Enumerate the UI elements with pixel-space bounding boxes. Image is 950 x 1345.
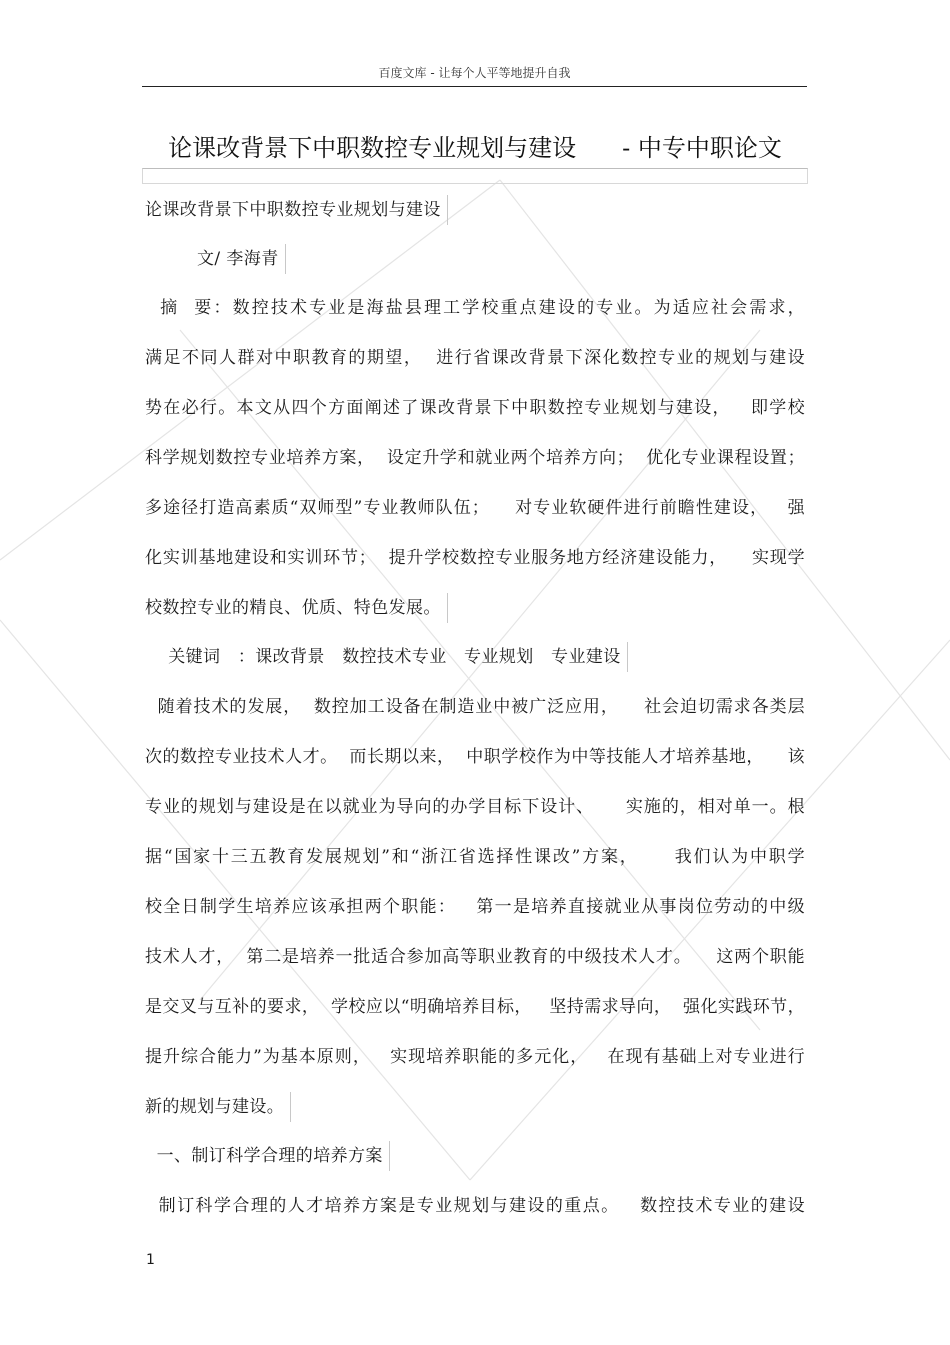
page-header: 百度文库 - 让每个人平等地提升自我 bbox=[378, 66, 571, 80]
title-frame bbox=[142, 168, 808, 184]
body-line-5: 校全日制学生培养应该承担两个职能： 第一是培养直接就业从事岗位劳动的中级 bbox=[145, 897, 805, 917]
abstract-line-4: 科学规划数控专业培养方案， 设定升学和就业两个培养方向； 优化专业课程设置； bbox=[145, 448, 805, 468]
abstract-line-6: 化实训基地建设和实训环节； 提升学校数控专业服务地方经济建设能力， 实现学 bbox=[145, 548, 805, 568]
body-line-4: 据“国家十三五教育发展规划”和“浙江省选择性课改”方案， 我们认为中职学 bbox=[145, 847, 805, 867]
body-line-3: 专业的规划与建设是在以就业为导向的办学目标下设计、 实施的，相对单一。根 bbox=[145, 797, 805, 817]
header-rule bbox=[142, 86, 807, 87]
keywords-line: 关键词 ：课改背景 数控技术专业 专业规划 专业建设 bbox=[145, 642, 628, 672]
body-line-9: 新的规划与建设。 bbox=[145, 1092, 291, 1122]
abstract-line-1: 摘 要：数控技术专业是海盐县理工学校重点建设的专业。为适应社会需求， bbox=[145, 298, 805, 318]
body-line-8: 提升综合能力”为基本原则， 实现培养职能的多元化， 在现有基础上对专业进行 bbox=[145, 1047, 805, 1067]
section-first-line: 制订科学合理的人才培养方案是专业规划与建设的重点。 数控技术专业的建设 bbox=[145, 1196, 805, 1216]
page-number: 1 bbox=[146, 1252, 155, 1268]
title-suffix: - 中专中职论文 bbox=[622, 134, 782, 162]
abstract-line-5: 多途径打造高素质“双师型”专业教师队伍； 对专业软硬件进行前瞻性建设， 强 bbox=[145, 498, 805, 518]
body-line-7: 是交叉与互补的要求， 学校应以“明确培养目标， 坚持需求导向， 强化实践环节， bbox=[145, 997, 805, 1017]
abstract-line-7: 校数控专业的精良、优质、特色发展。 bbox=[145, 593, 448, 623]
article-subtitle: 论课改背景下中职数控专业规划与建设 bbox=[145, 195, 448, 225]
body-line-6: 技术人才， 第二是培养一批适合参加高等职业教育的中级技术人才。 这两个职能 bbox=[145, 947, 805, 967]
abstract-line-2: 满足不同人群对中职教育的期望， 进行省课改背景下深化数控专业的规划与建设 bbox=[145, 348, 805, 368]
body-line-1: 随着技术的发展， 数控加工设备在制造业中被广泛应用， 社会迫切需求各类层 bbox=[145, 697, 805, 717]
section-heading: 一、制订科学合理的培养方案 bbox=[145, 1141, 390, 1171]
title-main: 论课改背景下中职数控专业规划与建设 bbox=[168, 134, 577, 162]
author-line: 文/ 李海青 bbox=[145, 244, 286, 274]
abstract-line-3: 势在必行。本文从四个方面阐述了课改背景下中职数控专业规划与建设， 即学校 bbox=[145, 398, 805, 418]
body-line-2: 次的数控专业技术人才。 而长期以来， 中职学校作为中等技能人才培养基地， 该 bbox=[145, 747, 805, 767]
document-title bbox=[140, 128, 810, 163]
